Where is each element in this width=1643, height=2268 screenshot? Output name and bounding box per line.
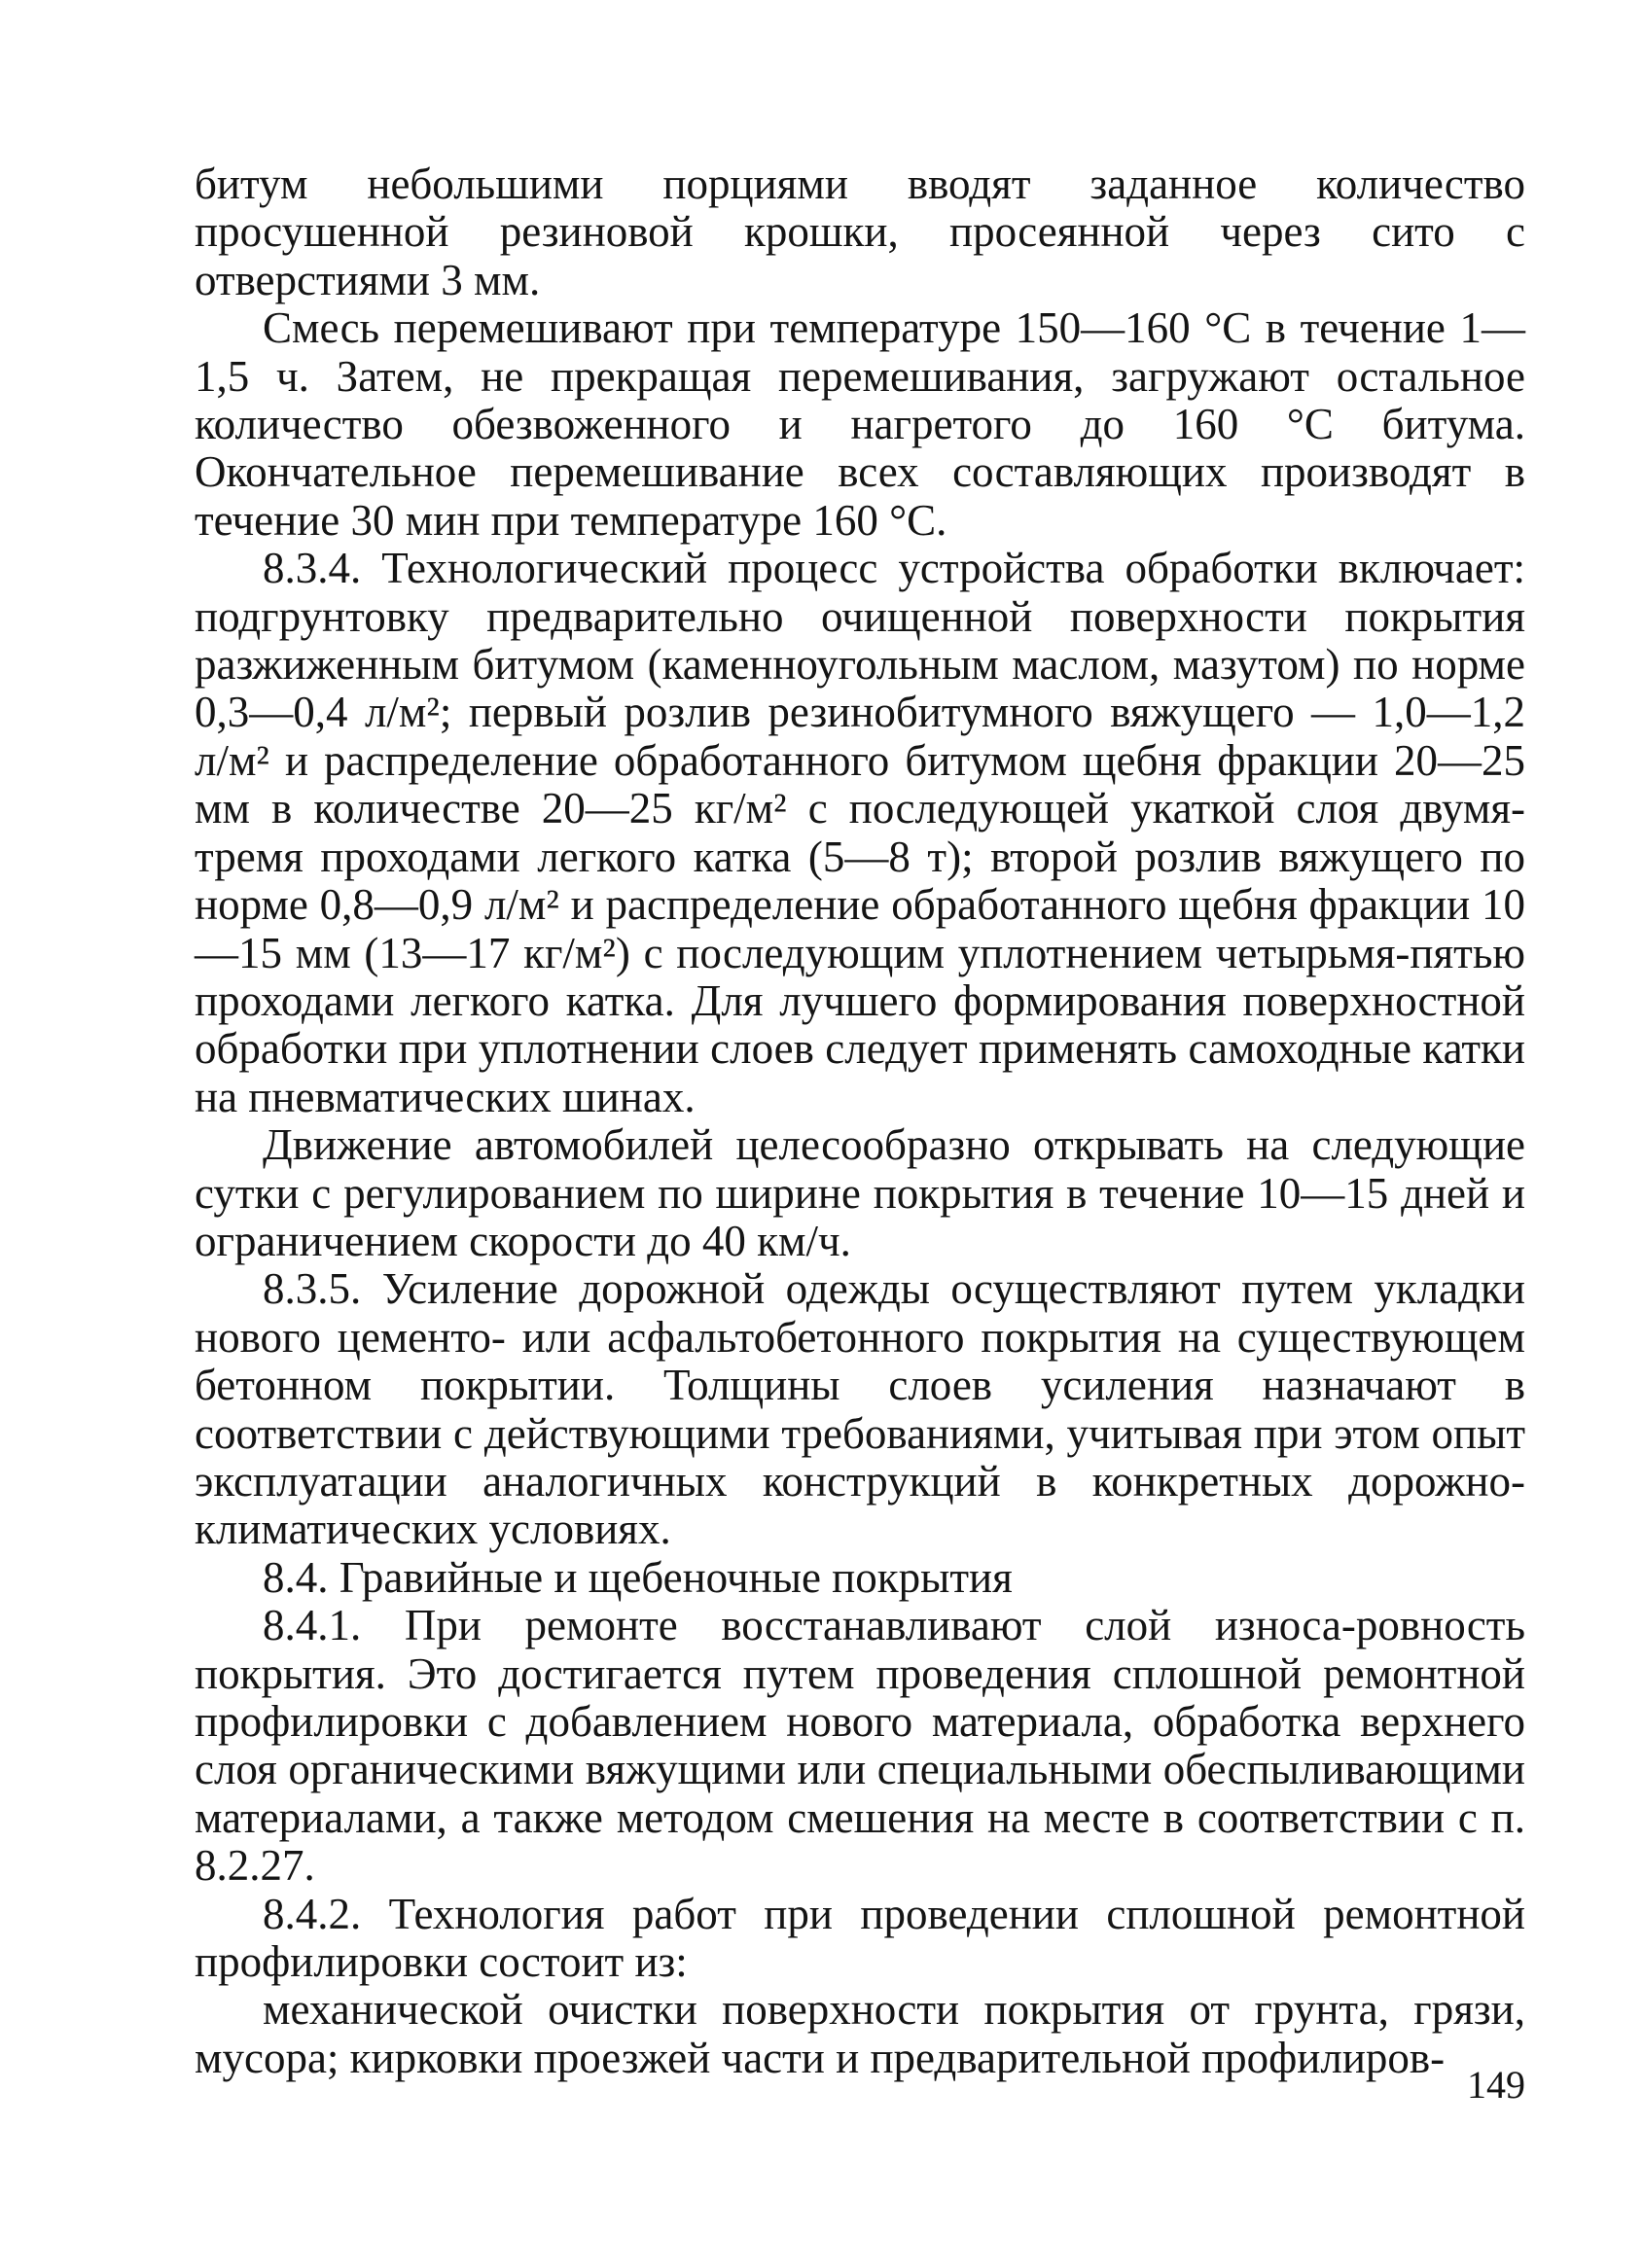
paragraph-8-3-4: 8.3.4. Технологический процесс устройства обработки включает: подгрунтовку предварительно очищенной поверхности покрытия разжиженным битумом (каменноугольным маслом, мазутом) по норме 0,3—0,4 л/м²; первый розлив резинобитумного вяжущего — 1,0—1,2 л/м² и распределение обработанного битумом щебня фракции 20—25 мм в количестве 20—25 кг/м² с последующей укаткой слоя двумя-тремя проходами легкого катка (5—8 т); второй розлив вяжущего по норме 0,8—0,9 л/м² и распределение обработанного щебня фракции 10—15 мм (13—17 кг/м²) с последующим уплотнением четырьмя-пятью проходами легкого катка. Для лучшего формирования поверхностной обработки при уплотнении слоев следует применять самоходные катки на пневматических шинах. [195, 544, 1525, 1121]
paragraph-traffic: Движение автомобилей целесообразно открывать на следующие сутки с регулированием по ширине покрытия в течение 10—15 дней и ограничением скорости до 40 км/ч. [195, 1120, 1525, 1265]
paragraph-8-4-2: 8.4.2. Технология работ при проведении сплошной ремонтной профилировки состоит из: [195, 1889, 1525, 1987]
body-text [195, 160, 1525, 2082]
paragraph-continuation: битум небольшими порциями вводят заданное количество просушенной резиновой крошки, просеянной через сито с отверстиями 3 мм. [195, 159, 1525, 304]
paragraph-mechanical-cleaning: механической очистки поверхности покрытия от грунта, грязи, мусора; кирковки проезжей части и предварительной профилиров- [195, 1985, 1525, 2082]
section-heading-8-4: 8.4. Гравийные и щебеночные покрытия [263, 1552, 1013, 1602]
paragraph-8-3-5: 8.3.5. Усиление дорожной одежды осуществляют путем укладки нового цементо- или асфальтобетонного покрытия на существующем бетонном покрытии. Толщины слоев усиления назначают в соответствии с действующими требованиями, учитывая при этом опыт эксплуатации аналогичных конструкций в конкретных дорожно-климатических условиях. [195, 1264, 1525, 1554]
paragraph-mixing: Смесь перемешивают при температуре 150—160 °С в течение 1—1,5 ч. Затем, не прекращая перемешивания, загружают остальное количество обезвоженного и нагретого до 160 °С битума. Окончательное перемешивание всех составляющих производят в течение 30 мин при температуре 160 °С. [195, 303, 1525, 545]
paragraph-8-4-1: 8.4.1. При ремонте восстанавливают слой износа-ровность покрытия. Это достигается путем проведения сплошной ремонтной профилировки с добавлением нового материала, обработка верхнего слоя органическими вяжущими или специальными обеспыливающими материалами, а также методом смешения на месте в соответствии с п. 8.2.27. [195, 1601, 1525, 1891]
page-number: 149 [1467, 2063, 1525, 2107]
